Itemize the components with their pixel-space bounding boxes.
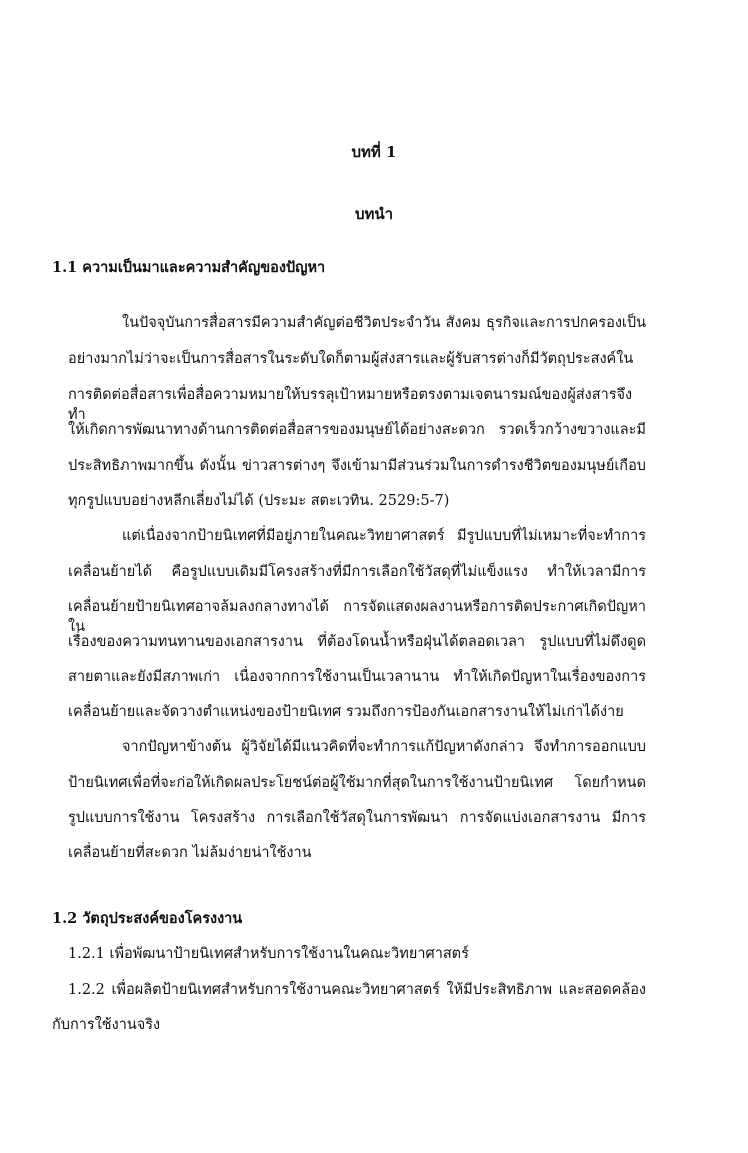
paragraph-line: เรื่องของความทนทานของเอกสารงาน ที่ต้องโดนน้ำหรือฝุ่นได้ตลอดเวลา รูปแบบที่ไม่ดึงดูด <box>68 634 646 650</box>
paragraph-line: รูปแบบการใช้งาน โครงสร้าง การเลือกใช้วัสดุในการพัฒนา การจัดแบ่งเอกสารงาน มีการ <box>68 810 646 826</box>
paragraph-line: การติดต่อสื่อสารเพื่อสื่อความหมายให้บรรลุเป้าหมายหรือตรงตามเจตนารมณ์ของผู้ส่งสารจึงทำ <box>68 387 633 423</box>
paragraph-line: จากปัญหาข้างต้น ผู้วิจัยได้มีแนวคิดที่จะทำการแก้ปัญหาดังกล่าว จึงทำการออกแบบ <box>122 739 646 755</box>
paragraph-line: ทุกรูปแบบอย่างหลีกเลี่ยงไม่ได้ (ประมะ สตะเวทิน. 2529:5-7) <box>68 493 450 509</box>
chapter-title: บทนำ <box>354 205 394 223</box>
paragraph-line: ประสิทธิภาพมากขึ้น ดังนั้น ข่าวสารต่างๆ จึงเข้ามามีส่วนร่วมในการดำรงชีวิตของมนุษย์เกือบ <box>68 458 646 474</box>
paragraph-line: เคลื่อนย้ายป้ายนิเทศอาจล้มลงกลางทางได้ การจัดแสดงผลงานหรือการติดประกาศเกิดปัญหาใน <box>68 599 646 635</box>
paragraph-line: แต่เนื่องจากป้ายนิเทศที่มีอยู่ภายในคณะวิทยาศาสตร์ มีรูปแบบที่ไม่เหมาะที่จะทำการ <box>122 528 646 544</box>
objective-item: 1.2.2 เพื่อผลิตป้ายนิเทศสำหรับการใช้งานคณะวิทยาศาสตร์ ให้มีประสิทธิภาพ และสอดคล้อง <box>68 982 646 998</box>
chapter-number: บทที่ 1 <box>351 143 397 161</box>
paragraph-line: ในปัจจุบันการสื่อสารมีความสำคัญต่อชีวิตประจำวัน สังคม ธุรกิจและการปกครองเป็น <box>122 315 646 331</box>
objective-item: 1.2.1 เพื่อพัฒนาป้ายนิเทศสำหรับการใช้งานในคณะวิทยาศาสตร์ <box>68 946 469 962</box>
paragraph-line: อย่างมากไม่ว่าจะเป็นการสื่อสารในระดับใดก็ตามผู้ส่งสารและผู้รับสารต่างก็มีวัตถุประสงค์ใน <box>68 351 634 367</box>
paragraph-line: เคลื่อนย้ายได้ คือรูปแบบเดิมมีโครงสร้างที่มีการเลือกใช้วัสดุที่ไม่แข็งแรง ทำให้เวลามีการ <box>68 564 646 580</box>
paragraph-line: เคลื่อนย้ายและจัดวางตำแหน่งของป้ายนิเทศ รวมถึงการป้องกันเอกสารงานให้ไม่เก่าได้ง่าย <box>68 704 624 720</box>
paragraph-line: เคลื่อนย้ายที่สะดวก ไม่ล้มง่ายน่าใช้งาน <box>68 845 312 861</box>
paragraph-line: ให้เกิดการพัฒนาทางด้านการติดต่อสื่อสารของมนุษย์ได้อย่างสะดวก รวดเร็วกว้างขวางและมี <box>68 422 646 438</box>
section-heading-1-2: 1.2 วัตถุประสงค์ของโครงงาน <box>52 910 243 927</box>
paragraph-line: ป้ายนิเทศเพื่อที่จะก่อให้เกิดผลประโยชน์ต่อผู้ใช้มากที่สุดในการใช้งานป้ายนิเทศ โดยกำหนด <box>68 775 646 791</box>
section-heading-1-1: 1.1 ความเป็นมาและความสำคัญของปัญหา <box>52 259 326 276</box>
paragraph-line: สายตาและยังมีสภาพเก่า เนื่องจากการใช้งานเป็นเวลานาน ทำให้เกิดปัญหาในเรื่องของการ <box>68 669 646 685</box>
objective-item-continuation: กับการใช้งานจริง <box>52 1017 161 1033</box>
